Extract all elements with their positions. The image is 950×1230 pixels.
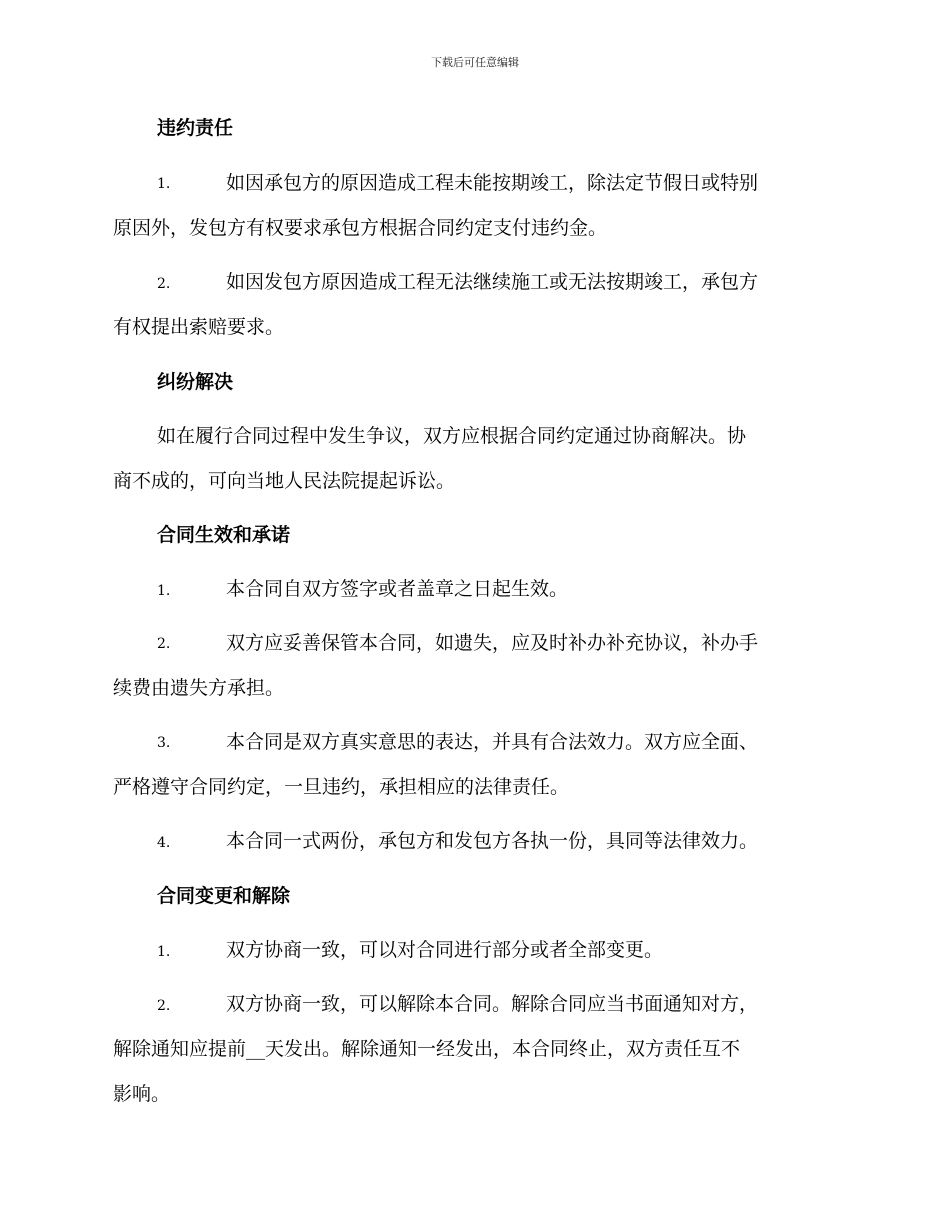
item-text: 双方协商一致，可以解除本合同。解除合同应当书面通知对方， [226, 993, 759, 1015]
item-text-continued: 严格遵守合同约定，一旦违约，承担相应的法律责任。 [113, 776, 570, 798]
paragraph-text-continued: 商不成的，可向当地人民法院提起诉讼。 [113, 470, 456, 492]
item-number: 1. [157, 176, 171, 192]
item-number: 2. [157, 998, 171, 1014]
item-text: 如因发包方原因造成工程无法继续施工或无法按期竣工，承包方 [226, 271, 759, 293]
item-number: 4. [157, 835, 171, 851]
item-text: 双方应妥善保管本合同，如遗失，应及时补办补充协议，补办手 [226, 632, 759, 654]
header-note: 下载后可任意编辑 [431, 56, 519, 69]
item-text-continued: 有权提出索赔要求。 [113, 316, 285, 338]
item-text-continued: 解除通知应提前__天发出。解除通知一经发出，本合同终止，双方责任互不 [113, 1038, 741, 1060]
item-text: 本合同是双方真实意思的表达，并具有合法效力。双方应全面、 [226, 731, 759, 753]
item-text: 本合同一式两份，承包方和发包方各执一份，具同等法律效力。 [226, 830, 759, 852]
item-number: 1. [157, 944, 171, 960]
section-heading: 合同变更和解除 [157, 885, 291, 907]
item-text: 本合同自双方签字或者盖章之日起生效。 [226, 578, 569, 600]
item-text-continued: 影响。 [113, 1083, 171, 1105]
paragraph-text: 如在履行合同过程中发生争议，双方应根据合同约定通过协商解决。协 [157, 425, 747, 447]
item-number: 3. [157, 735, 171, 751]
section-heading: 合同生效和承诺 [157, 524, 291, 546]
item-number: 2. [157, 276, 171, 292]
section-heading: 纠纷解决 [157, 371, 234, 393]
item-number: 2. [157, 636, 171, 652]
item-number: 1. [157, 583, 171, 599]
item-text-continued: 原因外，发包方有权要求承包方根据合同约定支付违约金。 [113, 217, 608, 239]
section-heading: 违约责任 [157, 117, 234, 139]
item-text: 双方协商一致，可以对合同进行部分或者全部变更。 [226, 939, 664, 961]
item-text-continued: 续费由遗失方承担。 [113, 677, 285, 699]
item-text: 如因承包方的原因造成工程未能按期竣工，除法定节假日或特别 [226, 172, 759, 194]
